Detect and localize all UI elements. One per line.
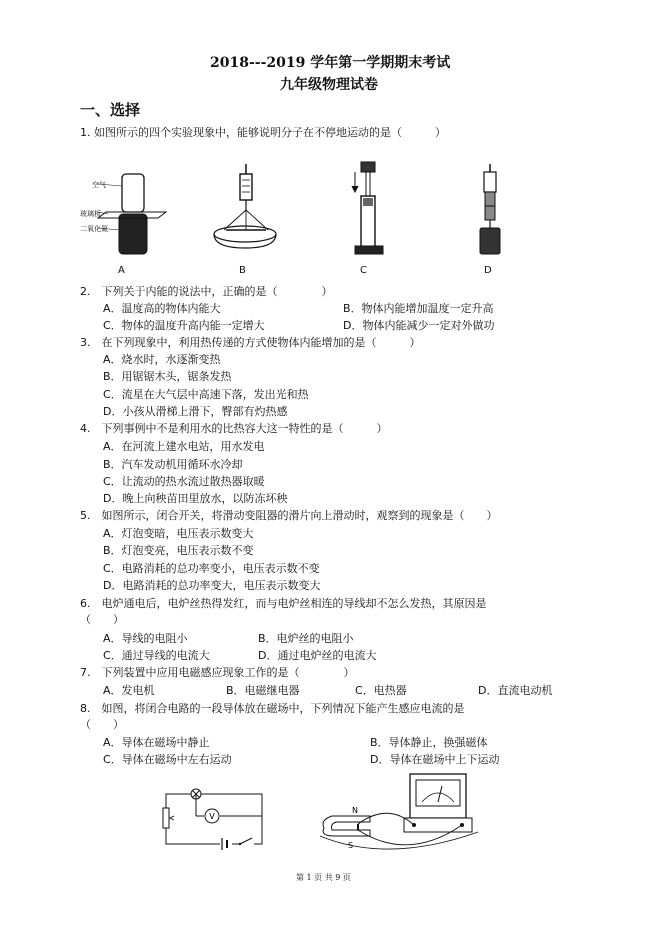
question-8: 8. 如图，将闭合电路的一段导体放在磁场中，下列情况下能产生感应电流的是 — [80, 702, 465, 715]
question-5: 5. 如图所示，闭合开关，将滑动变阻器的滑片向上滑动时，观察到的现象是（ ） — [80, 509, 498, 522]
q2-option-b: B．物体内能增加温度一定升高 — [343, 302, 494, 315]
q7-option-b: B．电磁继电器 — [226, 684, 300, 697]
q7-option-c: C．电热器 — [355, 684, 407, 697]
label-glass-plate: 玻璃板 — [80, 210, 101, 218]
q5-option-d: D．电路消耗的总功率变大，电压表示数变大 — [103, 579, 321, 592]
figure-label-c: C — [360, 265, 367, 276]
figure-lead-blocks — [476, 164, 504, 256]
question-3: 3. 在下列现象中，利用热传递的方式使物体内能增加的是（ ） — [80, 336, 421, 349]
q4-option-b: B．汽车发动机用循环水冷却 — [103, 458, 243, 471]
label-air: 空气 — [92, 181, 106, 189]
question-2: 2. 下列关于内能的说法中，正确的是（ ） — [80, 285, 333, 298]
magnet-n-label: N — [352, 806, 358, 815]
figure-label-b: B — [239, 265, 246, 276]
exam-title: 2018---2019 学年第一学期期末考试 — [210, 55, 451, 71]
magnet-s-label: S — [348, 841, 354, 850]
q4-option-a: A．在河流上建水电站，用水发电 — [103, 440, 265, 453]
q4-option-c: C．让流动的热水流过散热器取暖 — [103, 475, 265, 488]
q6-option-c: C．通过导线的电流大 — [103, 649, 210, 662]
q6-option-b: B．电炉丝的电阻小 — [258, 632, 354, 645]
q4-option-d: D．晚上向秧苗田里放水，以防冻坏秧 — [103, 492, 288, 505]
q8-option-c: C．导体在磁场中左右运动 — [103, 753, 232, 766]
q2-option-c: C．物体的温度升高内能一定增大 — [103, 319, 265, 332]
question-6-blank: （ ） — [80, 613, 124, 626]
q8-option-d: D．导体在磁场中上下运动 — [370, 753, 500, 766]
figure-label-d: D — [484, 265, 492, 276]
question-4: 4. 下列事例中不是利用水的比热容大这一特性的是（ ） — [80, 422, 388, 435]
q5-option-a: A．灯泡变暗，电压表示数变大 — [103, 527, 254, 540]
label-no2: 二氧化氮 — [80, 225, 108, 233]
question-6: 6. 电炉通电后，电炉丝热得发红，而与电炉丝相连的导线却不怎么发热，其原因是 — [80, 597, 487, 610]
page-footer: 第 1 页 共 9 页 — [296, 873, 351, 882]
q8-option-b: B．导体静止，换强磁体 — [370, 736, 488, 749]
q6-option-a: A．导线的电阻小 — [103, 632, 188, 645]
question-7: 7. 下列装置中应用电磁感应现象工作的是（ ） — [80, 666, 355, 679]
figure-label-a: A — [118, 265, 125, 276]
q3-option-d: D．小孩从滑梯上滑下，臀部有灼热感 — [103, 405, 288, 418]
question-8-blank: （ ） — [80, 718, 124, 731]
q2-option-d: D．物体内能减少一定对外做功 — [343, 319, 495, 332]
q2-option-a: A．温度高的物体内能大 — [103, 302, 221, 315]
q7-option-d: D．直流电动机 — [478, 684, 553, 697]
q3-option-a: A．烧水时，水逐渐变热 — [103, 353, 221, 366]
q7-option-a: A．发电机 — [103, 684, 155, 697]
circuit-diagram — [160, 790, 270, 850]
question-1: 1. 如图所示的四个实验现象中，能够说明分子在不停地运动的是（ ） — [80, 126, 446, 139]
q3-option-b: B．用锯锯木头，锯条发热 — [103, 370, 232, 383]
figure-spring-scale-plate — [212, 164, 278, 254]
q3-option-c: C．流星在大气层中高速下落，发出光和热 — [103, 388, 309, 401]
figure-compression-syringe — [345, 160, 385, 256]
q5-option-b: B．灯泡变亮，电压表示数不变 — [103, 544, 254, 557]
q5-option-c: C．电路消耗的总功率变小，电压表示数不变 — [103, 562, 320, 575]
q8-option-a: A．导体在磁场中静止 — [103, 736, 210, 749]
induction-apparatus — [318, 772, 483, 858]
q6-option-d: D．通过电炉丝的电流大 — [258, 649, 377, 662]
exam-subtitle: 九年级物理试卷 — [280, 77, 378, 93]
voltmeter-symbol: V — [209, 812, 215, 821]
section-title: 一、选择 — [80, 101, 141, 119]
